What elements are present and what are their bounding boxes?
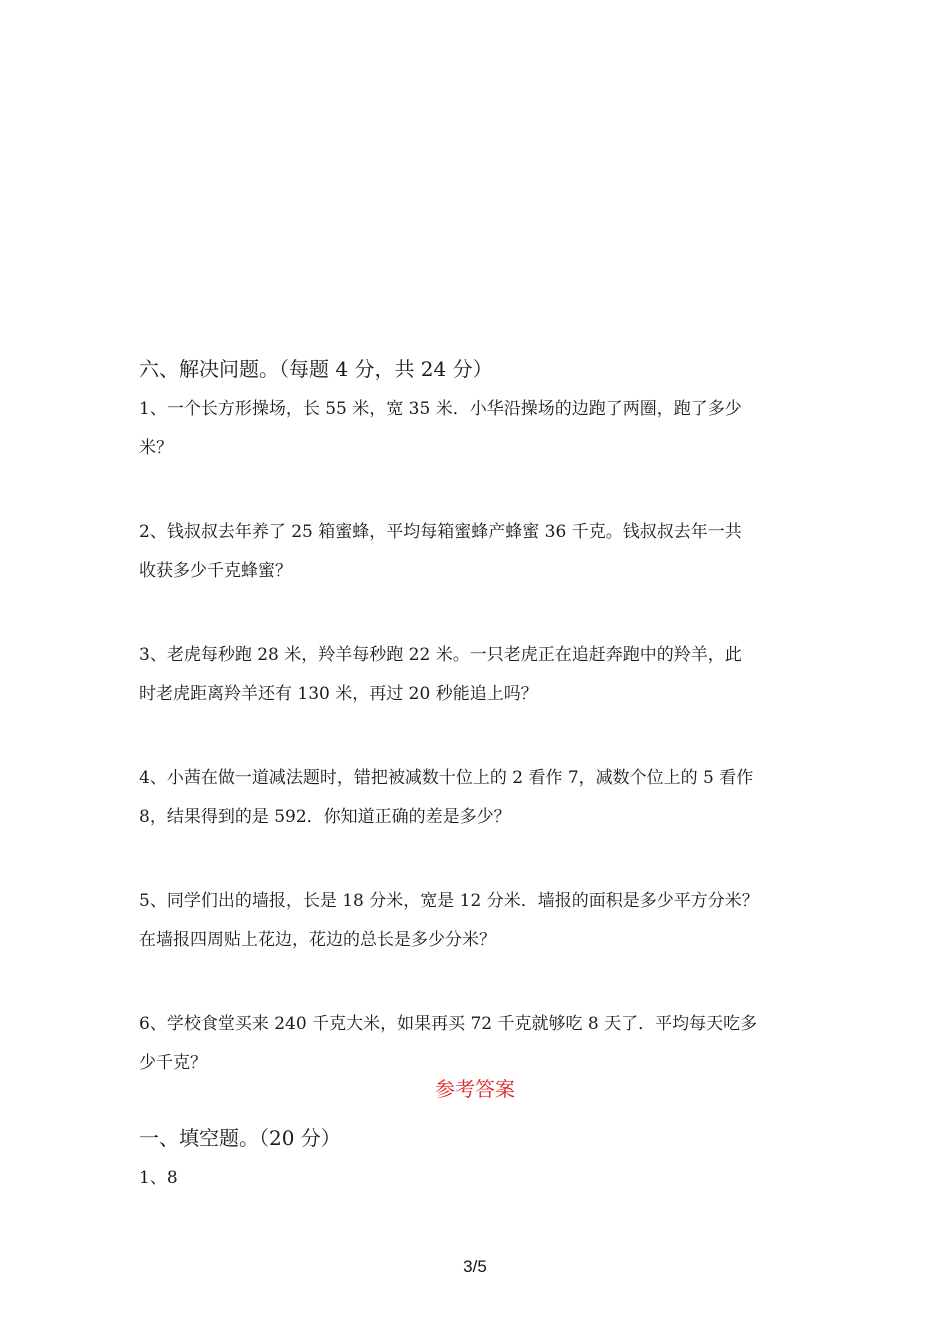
problem-5-line-1: 5、同学们出的墙报，长是 18 分米，宽是 12 分米．墙报的面积是多少平方分米？	[139, 891, 759, 911]
problem-1-line-1: 1、一个长方形操场，长 55 米，宽 35 米．小华沿操场的边跑了两圈，跑了多少	[139, 399, 742, 419]
problem-4-line-1: 4、小茜在做一道减法题时，错把被减数十位上的 2 看作 7，减数个位上的 5 看作	[139, 768, 754, 788]
answer-key-title: 参考答案	[435, 1077, 515, 1101]
problem-3-line-1: 3、老虎每秒跑 28 米，羚羊每秒跑 22 米。一只老虎正在追赶奔跑中的羚羊，此	[139, 645, 742, 665]
problem-3-line-2: 时老虎距离羚羊还有 130 米，再过 20 秒能追上吗？	[139, 684, 538, 704]
problem-2-line-2: 收获多少千克蜂蜜？	[139, 561, 292, 581]
section-6-title: 六、解决问题。（每题 4 分，共 24 分）	[139, 357, 493, 381]
answer-section-1-title: 一、填空题。（20 分）	[139, 1126, 341, 1150]
problem-1-line-2: 米？	[139, 438, 173, 458]
problem-4-line-2: 8，结果得到的是 592．你知道正确的差是多少？	[139, 807, 511, 827]
page-number: 3/5	[463, 1257, 487, 1276]
problem-2-line-1: 2、钱叔叔去年养了 25 箱蜜蜂，平均每箱蜜蜂产蜂蜜 36 千克。钱叔叔去年一共	[139, 522, 742, 542]
problem-6-line-1: 6、学校食堂买来 240 千克大米，如果再买 72 千克就够吃 8 天了．平均每天吃多	[139, 1014, 758, 1034]
answer-item-1: 1、8	[139, 1168, 178, 1188]
problem-6-line-2: 少千克？	[139, 1053, 207, 1073]
problem-5-line-2: 在墙报四周贴上花边，花边的总长是多少分米？	[139, 930, 496, 950]
